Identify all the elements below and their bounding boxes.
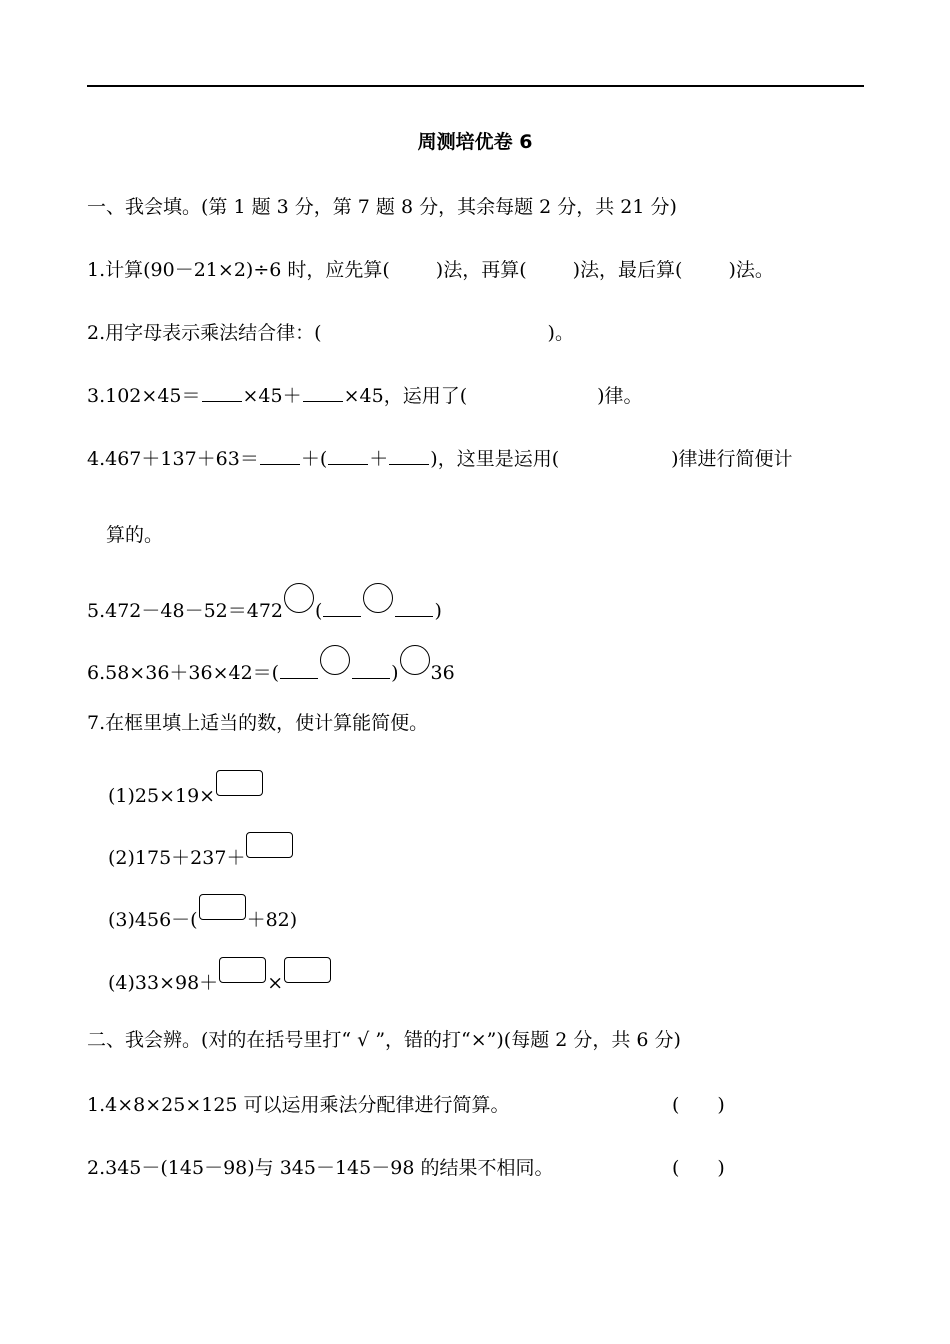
q5-blank-1[interactable] [323, 597, 361, 617]
q5-text-b: ( [315, 600, 323, 622]
question-7-stem: 7.在框里填上适当的数，使计算能简便。 [87, 712, 429, 734]
q7p4-text-b: × [267, 972, 284, 994]
question-3 [87, 381, 643, 411]
q4-text-b: ＋( [300, 448, 328, 470]
q7p3-text-a: (3)456－( [108, 909, 198, 931]
q7p4-answer-box-1[interactable] [219, 957, 266, 983]
q6-text-c: 36 [430, 662, 455, 684]
question-7-part-4 [108, 957, 332, 998]
q7p4-answer-box-2[interactable] [284, 957, 331, 983]
top-rule [87, 85, 864, 87]
question-1 [87, 255, 774, 285]
q6-blank-2[interactable] [352, 659, 390, 679]
q5-operator-circle-1[interactable] [284, 583, 314, 613]
q4-blank-1[interactable] [260, 445, 300, 465]
judge-question-1: 1.4×8×25×125 可以运用乘法分配律进行简算。 [87, 1094, 510, 1116]
question-5 [87, 583, 442, 626]
question-7-part-3 [108, 894, 297, 935]
section1-heading: 一、我会填。(第 1 题 3 分，第 7 题 8 分，其余每题 2 分，共 21 分) [87, 196, 677, 218]
section2-heading: 二、我会辨。(对的在括号里打“ √ ”，错的打“×”)(每题 2 分，共 6 分) [87, 1029, 681, 1051]
q1-text-b: )法，再算( [435, 259, 527, 281]
q4-text-e: )律进行简便计 [671, 448, 793, 470]
question-6 [87, 645, 455, 688]
q3-blank-1[interactable] [202, 382, 242, 402]
q3-text-c: ×45，运用了( [343, 385, 468, 407]
q7p3-text-b: ＋82) [246, 909, 298, 931]
q6-operator-circle-1[interactable] [320, 645, 350, 675]
question-7-part-2 [108, 832, 294, 873]
q4-text-d: )，这里是运用( [430, 448, 560, 470]
q6-text-b: ) [391, 662, 399, 684]
q5-text-a: 5.472－48－52＝472 [87, 600, 284, 622]
q2-text-b: )。 [547, 322, 574, 344]
q7p1-text: (1)25×19× [108, 785, 216, 807]
q1-text-c: )法，最后算( [572, 259, 683, 281]
judge-question-2: 2.345－(145－98)与 345－145－98 的结果不相同。 [87, 1157, 554, 1179]
q7p4-text-a: (4)33×98＋ [108, 972, 219, 994]
q5-operator-circle-2[interactable] [363, 583, 393, 613]
q3-text-a: 3.102×45＝ [87, 385, 201, 407]
q3-text-d: )律。 [597, 385, 643, 407]
q1-text-d: )法。 [728, 259, 774, 281]
q4-blank-2[interactable] [328, 445, 368, 465]
judge-question-2-bracket[interactable]: ( ) [672, 1157, 725, 1179]
q3-blank-2[interactable] [303, 382, 343, 402]
q7p2-text: (2)175＋237＋ [108, 847, 246, 869]
q2-text-a: 2.用字母表示乘法结合律：( [87, 322, 322, 344]
question-4 [87, 444, 793, 474]
question-7-part-1 [108, 770, 264, 811]
q3-text-b: ×45＋ [242, 385, 302, 407]
q6-text-a: 6.58×36＋36×42＝( [87, 662, 280, 684]
question-4-continued: 算的。 [106, 524, 164, 546]
q6-blank-1[interactable] [280, 659, 318, 679]
q6-operator-circle-2[interactable] [400, 645, 430, 675]
question-2 [87, 318, 574, 348]
judge-question-1-bracket[interactable]: ( ) [672, 1094, 725, 1116]
q4-text-a: 4.467＋137＋63＝ [87, 448, 259, 470]
q4-text-c: ＋ [369, 448, 389, 470]
q5-blank-2[interactable] [395, 597, 433, 617]
page-title: 周测培优卷 6 [417, 131, 533, 153]
q7p2-answer-box[interactable] [246, 832, 293, 858]
q7p1-answer-box[interactable] [216, 770, 263, 796]
q1-text-a: 1.计算(90－21×2)÷6 时，应先算( [87, 259, 390, 281]
q7p3-answer-box[interactable] [199, 894, 246, 920]
q4-blank-3[interactable] [389, 445, 429, 465]
q5-text-c: ) [434, 600, 442, 622]
